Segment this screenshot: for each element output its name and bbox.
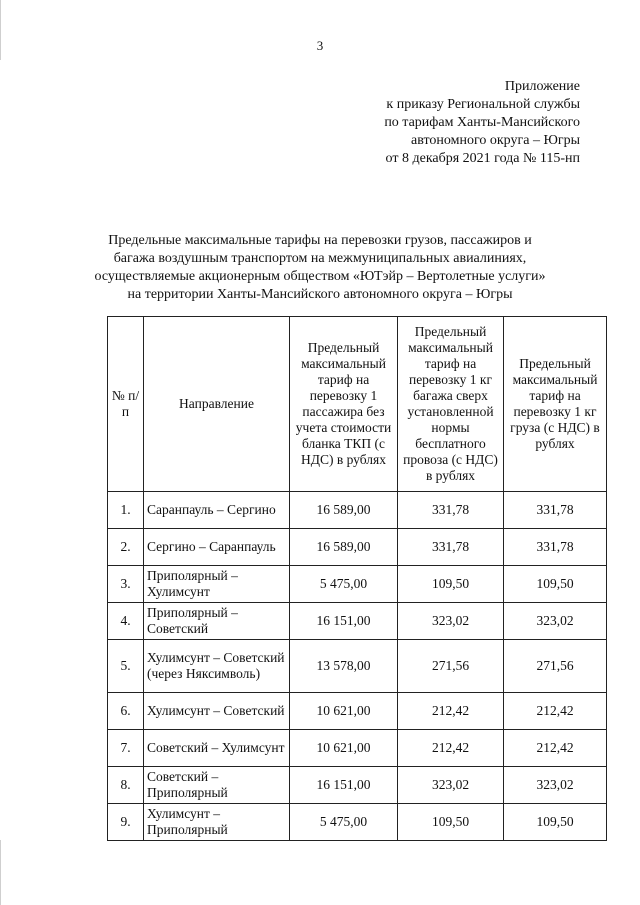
cell-direction: Сергино – Саранпауль <box>144 529 290 566</box>
cell-passenger: 10 621,00 <box>290 693 398 730</box>
header-passenger-tariff: Предельный максимальный тариф на перевозку 1 пассажира без учета стоимости бланка ТКП (с НДС) в рублях <box>290 317 398 492</box>
cell-passenger: 10 621,00 <box>290 730 398 767</box>
cell-direction: Приполярный – Советский <box>144 603 290 640</box>
cell-direction: Хулимсунт – Приполярный <box>144 804 290 841</box>
table-row <box>108 693 607 730</box>
appendix-line: к приказу Региональной службы <box>386 97 580 112</box>
table-row <box>108 640 607 693</box>
appendix-line: автономного округа – Югры <box>411 133 580 148</box>
cell-baggage: 331,78 <box>398 529 504 566</box>
cell-passenger: 5 475,00 <box>290 566 398 603</box>
title-line: на территории Ханты-Мансийского автономного округа – Югры <box>127 287 513 302</box>
title-line: осуществляемые акционерным обществом «ЮТэйр – Вертолетные услуги» <box>94 269 546 284</box>
document-title <box>70 232 570 304</box>
cell-num: 6. <box>108 693 144 730</box>
cell-num: 7. <box>108 730 144 767</box>
appendix-line: от 8 декабря 2021 года № 115-нп <box>385 151 580 166</box>
cell-direction: Приполярный – Хулимсунт <box>144 566 290 603</box>
cell-cargo: 271,56 <box>504 640 607 693</box>
table-header-row <box>108 317 607 492</box>
cell-cargo: 323,02 <box>504 603 607 640</box>
table-row <box>108 492 607 529</box>
table-row <box>108 804 607 841</box>
page-number: 3 <box>316 38 324 53</box>
cell-baggage: 323,02 <box>398 767 504 804</box>
title-line: Предельные максимальные тарифы на перевозки грузов, пассажиров и <box>108 233 532 248</box>
cell-num: 5. <box>108 640 144 693</box>
cell-cargo: 212,42 <box>504 730 607 767</box>
cell-baggage: 271,56 <box>398 640 504 693</box>
cell-passenger: 16 151,00 <box>290 603 398 640</box>
cell-cargo: 109,50 <box>504 804 607 841</box>
cell-num: 3. <box>108 566 144 603</box>
header-cargo-tariff: Предельный максимальный тариф на перевозку 1 кг груза (с НДС) в рублях <box>504 317 607 492</box>
scan-edge-mark <box>0 840 1 905</box>
cell-direction: Хулимсунт – Советский <box>144 693 290 730</box>
appendix-line: по тарифам Ханты-Мансийского <box>384 115 580 130</box>
cell-num: 1. <box>108 492 144 529</box>
tariff-table <box>107 316 607 841</box>
cell-num: 4. <box>108 603 144 640</box>
table-row <box>108 529 607 566</box>
table-row <box>108 603 607 640</box>
title-line: багажа воздушным транспортом на межмуниципальных авиалиниях, <box>113 251 527 266</box>
cell-baggage: 109,50 <box>398 566 504 603</box>
cell-num: 2. <box>108 529 144 566</box>
cell-cargo: 331,78 <box>504 492 607 529</box>
cell-passenger: 16 589,00 <box>290 529 398 566</box>
header-num: № п/п <box>108 317 144 492</box>
cell-baggage: 109,50 <box>398 804 504 841</box>
table-row <box>108 767 607 804</box>
cell-passenger: 16 151,00 <box>290 767 398 804</box>
cell-cargo: 109,50 <box>504 566 607 603</box>
appendix-line: Приложение <box>504 79 580 94</box>
table-row <box>108 730 607 767</box>
cell-baggage: 323,02 <box>398 603 504 640</box>
cell-cargo: 323,02 <box>504 767 607 804</box>
appendix-block <box>384 78 580 168</box>
cell-direction: Советский – Хулимсунт <box>144 730 290 767</box>
cell-direction: Хулимсунт – Советский (через Няксимволь) <box>144 640 290 693</box>
cell-cargo: 212,42 <box>504 693 607 730</box>
cell-passenger: 13 578,00 <box>290 640 398 693</box>
cell-baggage: 212,42 <box>398 730 504 767</box>
cell-num: 8. <box>108 767 144 804</box>
cell-baggage: 331,78 <box>398 492 504 529</box>
header-direction: Направление <box>144 317 290 492</box>
cell-direction: Советский – Приполярный <box>144 767 290 804</box>
cell-baggage: 212,42 <box>398 693 504 730</box>
cell-direction: Саранпауль – Сергино <box>144 492 290 529</box>
cell-cargo: 331,78 <box>504 529 607 566</box>
table-row <box>108 566 607 603</box>
header-baggage-tariff: Предельный максимальный тариф на перевозку 1 кг багажа сверх установленной нормы бесплатного провоза (с НДС) в рублях <box>398 317 504 492</box>
cell-passenger: 5 475,00 <box>290 804 398 841</box>
cell-num: 9. <box>108 804 144 841</box>
cell-passenger: 16 589,00 <box>290 492 398 529</box>
